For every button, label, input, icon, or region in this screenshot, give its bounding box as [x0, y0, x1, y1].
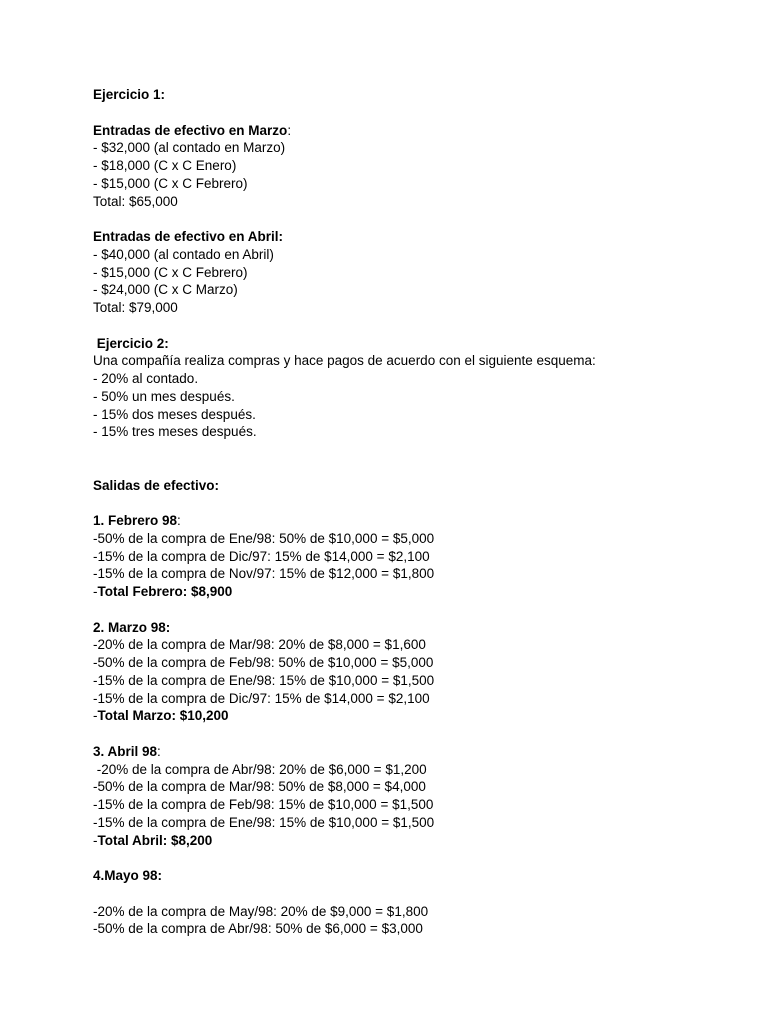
- scheme-item: - 20% al contado.: [93, 371, 199, 386]
- ejercicio-1-title: Ejercicio 1:: [93, 87, 166, 102]
- month-item: -50% de la compra de Abr/98: 50% de $6,000 = $3,000: [93, 921, 423, 937]
- document-body: [93, 86, 733, 938]
- month-item: -15% de la compra de Ene/98: 15% de $10,000 = $1,500: [93, 814, 435, 830]
- month-total-abril: -Total Abril: $8,200: [93, 832, 213, 848]
- month-item: -20% de la compra de Abr/98: 20% de $6,000 = $1,200: [93, 761, 427, 777]
- month-item: -15% de la compra de Dic/97: 15% de $14,000 = $2,100: [93, 548, 430, 564]
- month-item: -50% de la compra de Feb/98: 50% de $10,000 = $5,000: [93, 655, 434, 670]
- month-item: -50% de la compra de Mar/98: 50% de $8,000 = $4,000: [93, 779, 426, 795]
- month-heading-abril: 3. Abril 98:: [93, 743, 161, 759]
- marzo-item: - $32,000 (al contado en Marzo): [93, 140, 286, 156]
- scheme-item: - 50% un mes después.: [93, 388, 235, 404]
- month-total-febrero: -Total Febrero: $8,900: [93, 584, 233, 599]
- month-item: -20% de la compra de Mar/98: 20% de $8,000 = $1,600: [93, 637, 426, 653]
- marzo-heading: Entradas de efectivo en Marzo:: [93, 122, 292, 138]
- abril-item: - $40,000 (al contado en Abril): [93, 246, 274, 262]
- month-total-marzo: -Total Marzo: $10,200: [93, 708, 229, 724]
- marzo-total: Total: $65,000: [93, 193, 178, 209]
- month-heading-febrero: 1. Febrero 98:: [93, 513, 181, 528]
- abril-total: Total: $79,000: [93, 300, 178, 315]
- ejercicio-2-title: Ejercicio 2:: [93, 335, 169, 351]
- abril-item: - $24,000 (C x C Marzo): [93, 282, 238, 298]
- abril-heading: Entradas de efectivo en Abril:: [93, 229, 284, 244]
- marzo-item: - $15,000 (C x C Febrero): [93, 175, 248, 191]
- salidas-heading: Salidas de efectivo:: [93, 477, 220, 493]
- month-item: -15% de la compra de Ene/98: 15% de $10,000 = $1,500: [93, 672, 435, 688]
- month-heading-marzo: 2. Marzo 98:: [93, 619, 171, 635]
- month-item: -50% de la compra de Ene/98: 50% de $10,000 = $5,000: [93, 530, 435, 546]
- month-heading-mayo: 4.Mayo 98:: [93, 868, 163, 883]
- marzo-item: - $18,000 (C x C Enero): [93, 158, 237, 173]
- month-item: -20% de la compra de May/98: 20% de $9,000 = $1,800: [93, 903, 429, 919]
- abril-item: - $15,000 (C x C Febrero): [93, 264, 248, 280]
- month-item: -15% de la compra de Nov/97: 15% de $12,000 = $1,800: [93, 566, 435, 582]
- ejercicio-2-intro: Una compañía realiza compras y hace pagos de acuerdo con el siguiente esquema:: [93, 353, 596, 369]
- scheme-item: - 15% dos meses después.: [93, 406, 256, 422]
- month-item: -15% de la compra de Feb/98: 15% de $10,000 = $1,500: [93, 797, 434, 812]
- scheme-item: - 15% tres meses después.: [93, 424, 257, 440]
- month-item: -15% de la compra de Dic/97: 15% de $14,000 = $2,100: [93, 690, 430, 706]
